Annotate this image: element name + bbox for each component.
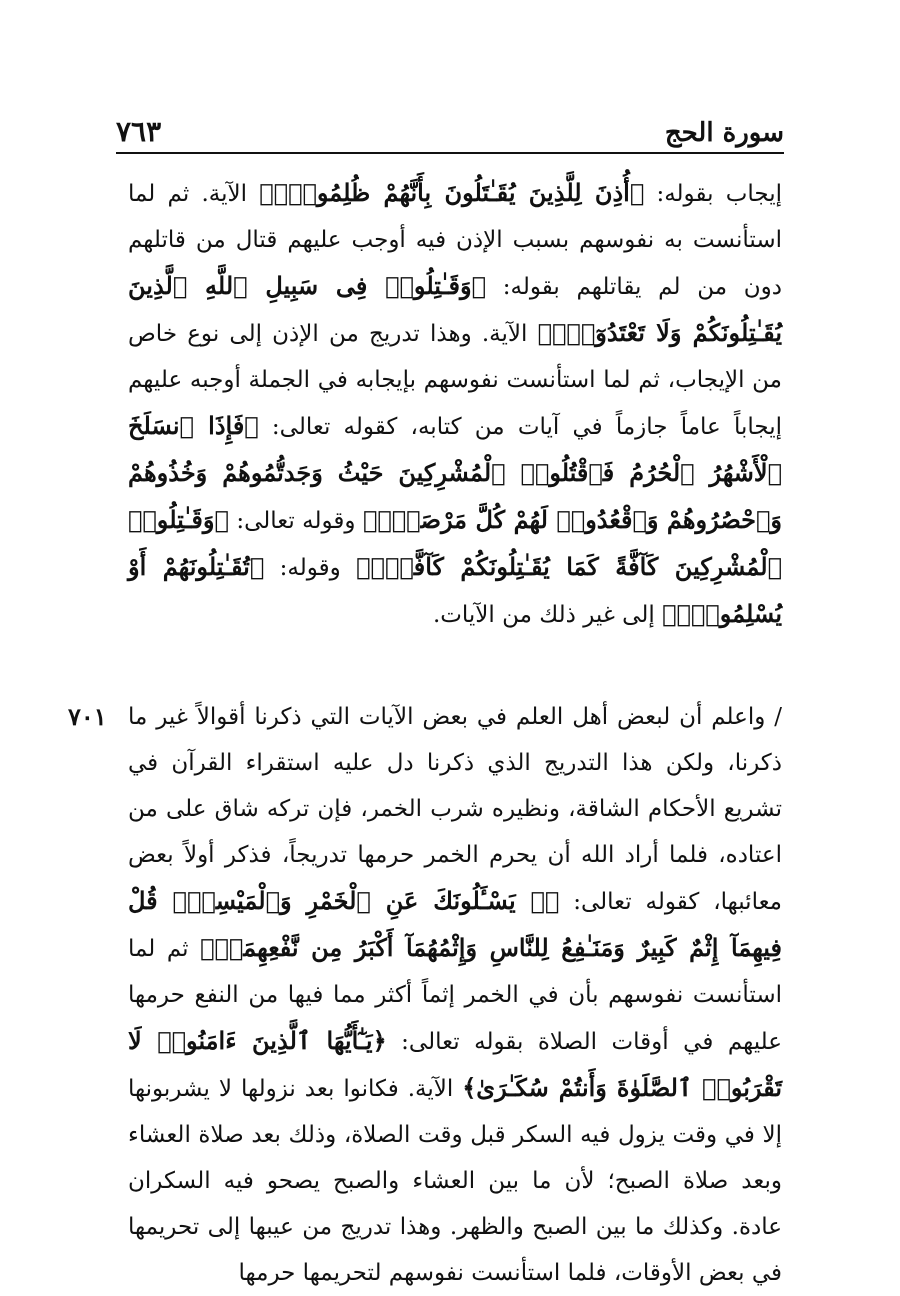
margin-page-number: ٧٠١: [68, 702, 107, 731]
text-segment: / واعلم أن لبعض أهل العلم في بعض الآيات التي ذكرنا أقوالاً غير ما ذكرنا، ولكن هذا التدريج الذي ذكرنا دل عليه استقراء القرآن في تشريع الأحكام الشاقة، ونظيره شرب الخمر، فإن تركه شاق على من اعتاده، فلما أراد الله أن يحرم الخمر حرمها تدريجاً، فذكر أولاً بعض معائبها، كقوله تعالى:: [128, 704, 782, 915]
quran-verse: ﴿أُذِنَ لِلَّذِينَ يُقَـٰتَلُونَ بِأَنَّهُمْ ظُلِمُوا۟ۚ﴾: [259, 178, 645, 207]
text-segment: الآية. ثم لما استأنست به نفوسهم بسبب الإذن فيه أوجب عليهم قتال من قاتلهم دون من لم يقاتلهم بقوله:: [128, 181, 783, 300]
text-segment: وقوله تعالى:: [236, 508, 356, 534]
quran-verse: ﴿وَقَـٰتِلُوا۟ فِى سَبِيلِ ٱللَّهِ ٱلَّذِينَ يُقَـٰتِلُونَكُمْ وَلَا تَعْتَدُوٓا۟ۚ﴾: [128, 271, 782, 347]
page-body: [68, 170, 783, 1296]
text-segment: الآية. فكانوا بعد نزولها لا يشربونها إلا في وقت يزول فيه السكر قبل وقت الصلاة، وذلك بعد صلاة العشاء وبعد صلاة الصبح؛ لأن ما بين العشاء والصبح يصحو فيه السكران عادة. وكذلك ما بين الصبح والظهر. وهذا تدريج من عيبها إلى تحريمها في بعض الأوقات، فلما استأنست نفوسهم لتحريمها حرمها: [128, 1076, 782, 1286]
page-header: [116, 112, 784, 154]
text-segment: ثم لما استأنست نفوسهم بأن في الخمر إثماً أكثر مما فيها من النفع حرمها عليهم في أوقات الصلاة بقوله تعالى:: [128, 936, 783, 1055]
quran-verse: ﴿۞ يَسْـَٔلُونَكَ عَنِ ٱلْخَمْرِ وَٱلْمَيْسِرِۖ قُلْ فِيهِمَآ إِثْمٌ كَبِيرٌ وَمَنَـٰفِعُ لِلنَّاسِ وَإِثْمُهُمَآ أَكْبَرُ مِن نَّفْعِهِمَاۗ﴾: [128, 886, 782, 962]
quran-verse: ﴿فَإِذَا ٱنسَلَخَ ٱلْأَشْهُرُ ٱلْحُرُمُ فَٱقْتُلُوا۟ ٱلْمُشْرِكِينَ حَيْثُ وَجَدتُّمُوهُمْ وَخُذُوهُمْ وَٱحْصُرُوهُمْ وَٱقْعُدُوا۟ لَهُمْ كُلَّ مَرْصَدٍۚ﴾: [128, 411, 783, 534]
text-segment: إلى غير ذلك من الآيات.: [432, 602, 655, 628]
text-segment: وقوله:: [279, 555, 341, 581]
quran-verse: ﴿وَقَـٰتِلُوا۟ ٱلْمُشْرِكِينَ كَآفَّةً كَمَا يُقَـٰتِلُونَكُمْ كَآفَّةًۚ﴾: [128, 505, 782, 581]
paragraph-2: [68, 694, 783, 1296]
page-number: ٧٦٣: [116, 115, 162, 148]
surah-title: سورة الحج: [664, 118, 784, 148]
quran-verse: ﴿تُقَـٰتِلُونَهُمْ أَوْ يُسْلِمُونَۖ﴾: [128, 552, 782, 628]
text-segment: إيجاب بقوله:: [656, 181, 782, 207]
paragraph-1: [128, 170, 782, 638]
text-segment: الآية. وهذا تدريج من الإذن إلى نوع خاص من الإيجاب، ثم لما استأنست نفوسهم بإيجابه في الجملة أوجبه عليهم إيجاباً عاماً جازماً في آيات من كتابه، كقوله تعالى:: [128, 321, 783, 440]
quran-verse: ﴿يَـٰٓأَيُّهَا ٱلَّذِينَ ءَامَنُوا۟ لَا تَقْرَبُوا۟ ٱلصَّلَوٰةَ وَأَنتُمْ سُكَـٰرَىٰ﴾: [128, 1026, 782, 1102]
